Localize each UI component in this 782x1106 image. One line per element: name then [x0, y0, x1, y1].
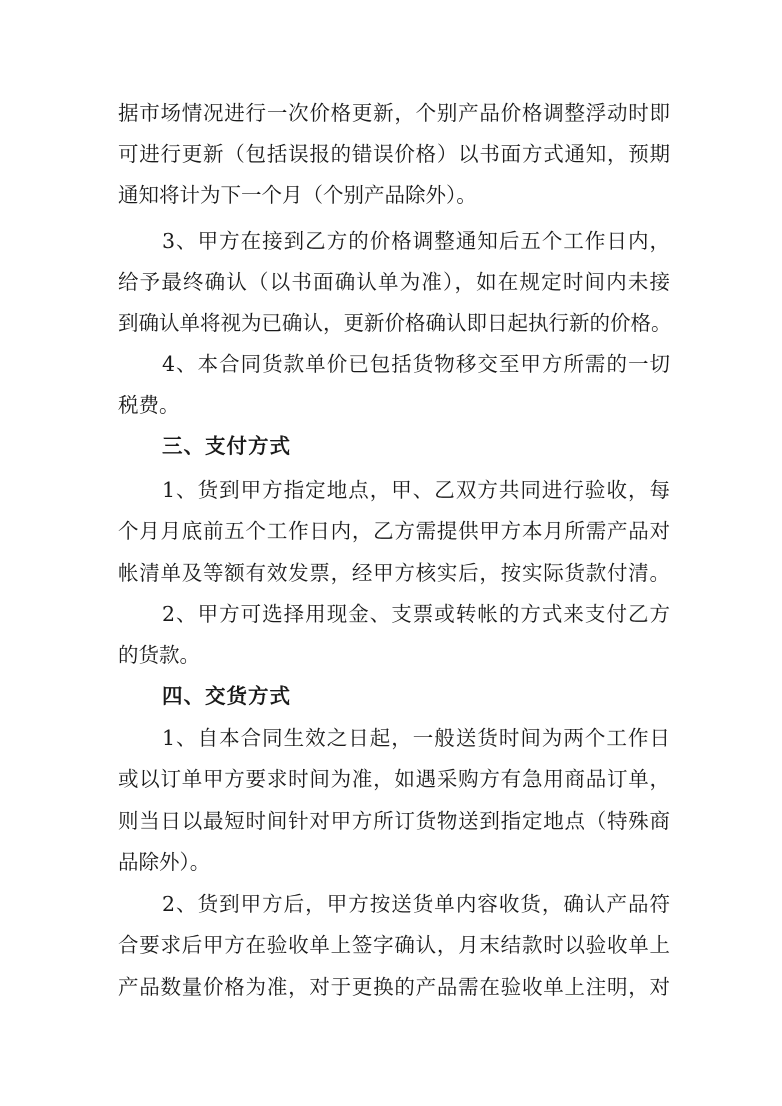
paragraph-line: 产品数量价格为准，对于更换的产品需在验收单上注明，对 — [118, 975, 670, 999]
paragraph-line: 品除外）。 — [118, 850, 211, 874]
paragraph-line: 可进行更新（包括误报的错误价格）以书面方式通知，预期 — [118, 142, 670, 166]
section-heading: 四、交货方式 — [162, 684, 291, 708]
section-heading: 三、支付方式 — [162, 434, 291, 458]
paragraph-line: 税费。 — [118, 393, 180, 417]
paragraph-line: 给予最终确认（以书面确认单为准），如在规定时间内未接 — [118, 270, 670, 294]
paragraph-line: 3、甲方在接到乙方的价格调整通知后五个工作日内， — [162, 229, 670, 253]
paragraph-line: 帐清单及等额有效发票，经甲方核实后，按实际货款付清。 — [118, 561, 670, 585]
paragraph-line: 合要求后甲方在验收单上签字确认，月末结款时以验收单上 — [118, 933, 670, 957]
paragraph-line: 到确认单将视为已确认，更新价格确认即日起执行新的价格。 — [118, 311, 672, 335]
paragraph-line: 通知将计为下一个月（个别产品除外）。 — [118, 183, 477, 207]
paragraph-line: 1、货到甲方指定地点，甲、乙双方共同进行验收，每 — [162, 478, 670, 502]
paragraph-line: 个月月底前五个工作日内，乙方需提供甲方本月所需产品对 — [118, 519, 670, 543]
paragraph-line: 4、本合同货款单价已包括货物移交至甲方所需的一切 — [162, 352, 670, 376]
paragraph-line: 2、货到甲方后，甲方按送货单内容收货，确认产品符 — [162, 892, 670, 916]
paragraph-line: 则当日以最短时间针对甲方所订货物送到指定地点（特殊商 — [118, 809, 670, 833]
paragraph-line: 2、甲方可选择用现金、支票或转帐的方式来支付乙方 — [162, 602, 670, 626]
paragraph-line: 据市场情况进行一次价格更新，个别产品价格调整浮动时即 — [118, 101, 670, 125]
paragraph-line: 的货款。 — [118, 643, 200, 667]
paragraph-line: 或以订单甲方要求时间为准，如遇采购方有急用商品订单， — [118, 767, 670, 791]
paragraph-line: 1、自本合同生效之日起，一般送货时间为两个工作日 — [162, 726, 670, 750]
